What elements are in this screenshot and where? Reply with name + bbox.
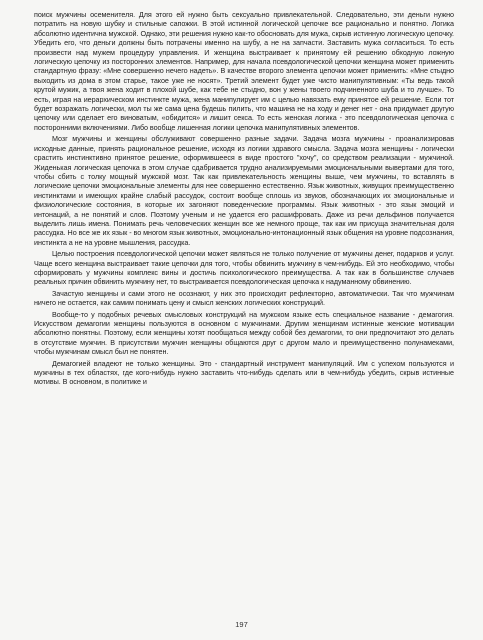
- paragraph: Демагогией владеют не только женщины. Это - стандартный инструмент манипуляций. Им с успехом пользуются и мужчины в тех областях, где кого-нибудь нужно заставить что-нибудь сделать или в чем-нибудь убедить, скрыв истинные мотивы. В основном, в политике и: [34, 358, 454, 387]
- paragraph: Мозг мужчины и женщины обслуживают совершенно разные задачи. Задача мозга мужчины - проанализировав исходные данные, принять рациональное решение, исходя из логики здравого смысла. Задача мозга женщины - логически срастить инстинктивно принятое решение, оформившееся в виде простого "хочу", со средством реализации - мужчиной. Жиденькая логическая цепочка в этом случае сдабривается трудно анализируемыми эмоциональными вывертами для того, чтобы сбить с толку мощный мужской мозг. Так как привлекательность женщины выше, чем мужчины, то вставлять в логические цепочки эмоциональные элементы для нее совершенно естественно. Язык животных, живущих преимущественно инстинктами и имеющих крайне слабый рассудок, состоит вообще сплошь из звуков, обозначающих их эмоциональные и физиологические состояния, в которые их загоняют поведенческие программы. Язык животных - это язык эмоций и интонаций, а не понятий и слов. Поэтому ученым и не удается его расшифровать. Даже из речи дельфинов получается выделить лишь имена. Понимать речь человеческих женщин все же немного проще, так как им присуща значительная доля рассудка. Но все же их язык - во многом язык животных, эмоционально-интонационный язык общения на уровне подсознания, инстинкта а не на уровне мышления, рассудка.: [34, 134, 454, 247]
- body-text: [34, 10, 454, 389]
- paragraph: Целью построения псевдологической цепочки может являться не только получение от мужчины денег, подарков и услуг. Чаще всего женщина выстраивает такие цепочки для того, чтобы обвинить мужчину в чем-нибудь. Ей это необходимо, чтобы сформировать у мужчины комплекс вины и достичь психологического преимущества. А так как в большинстве случаев реальных причин обвинить мужчину нет, то выстраивается псевдологическая цепочка к надуманному обвинению.: [34, 249, 454, 287]
- paragraph: поиск мужчины осеменителя. Для этого ей нужно быть сексуально привлекательной. Следовательно, эти деньги нужно потратить на новую шубку и стильные сапожки. В этой истинной логической цепочке все рационально и понятно. Логика абсолютно идентична мужской. Однако, эти решения нужно как-то обосновать для мужа, скрыв истинную логическую цепочку. Убедить его, что деньги должны быть потрачены именно на шубу, а не на запчасти. Заставить мужа согласиться. То есть произвести над мужем процедуру управления. И женщина выстраивает к принятому ей решению обходную ложную логическую цепочку из посторонних элементов. Например, для начала псевдологической цепочки женщина может применить стандартную фразу: «Мне совершенно нечего надеть». В качестве второго элемента цепочки может применить: «Мне стыдно выходить из дома в этом старье, такое уже не носят». Третий элемент будет уже чисто манипулятивным: «Ты ведь такой крутой мужик, а твоя жена ходит в плохой шубе, как тебе не стыдно, вон у жены твоего подчиненного шуба и то лучше». То есть, играя на иерархическом инстинкте мужа, жена манипулирует им с целью навязать ему принятое ей решение. Если тот будет возражать логически, мол ты же сама цена будешь пилить, что машина не на ходу и денег нет - она придумает другую цепочку или сделает его виноватым, «обидится» и лишит секса. То есть женская логика - это псевдологическая цепочка с посторонними включениями. Либо вообще лишенная логики цепочка манипулятивных элементов.: [34, 10, 454, 132]
- paragraph: Вообще-то у подобных речевых смысловых конструкций на мужском языке есть специальное название - демагогия. Искусством демагогии женщины пользуются в основном с мужчинами. Другим женщинам истинные женские мотивации абсолютно понятны. Поэтому, если женщины хотят пообщаться между собой без демагогии, то они предпочитают это делать в отсутствие мужчин. В присутствии мужчин женщины общаются друг с другом мало и преимущественно полунамеками, чтобы мужчинам смысл был не понятен.: [34, 309, 454, 357]
- page-number: 197: [235, 620, 248, 629]
- paragraph: Зачастую женщины и сами этого не осознают, у них это происходит рефлекторно, автоматически. Так что мужчинам ничего не остается, как самим понимать цену и смысл женских логических конструкций.: [34, 288, 454, 308]
